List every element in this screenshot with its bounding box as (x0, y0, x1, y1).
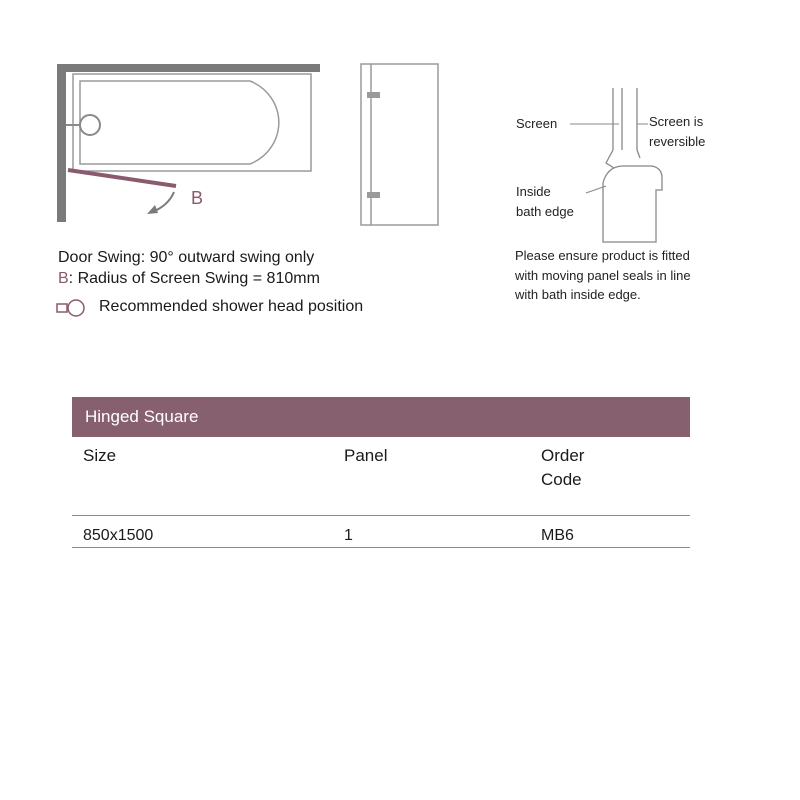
table-title: Hinged Square (72, 397, 690, 437)
shower-head-position (80, 115, 100, 135)
bath-basin (80, 81, 279, 164)
cell-size: 850x1500 (83, 527, 154, 544)
screen-panel (68, 170, 176, 186)
callout-screen: Screen (516, 116, 558, 131)
wall-left (57, 64, 66, 222)
section-bath-edge (603, 166, 662, 242)
cell-code: MB6 (541, 527, 574, 544)
hinge-bottom (367, 192, 380, 198)
radius-prefix: B (58, 270, 69, 287)
door-swing-text: Door Swing: 90° outward swing only (58, 249, 315, 266)
note-line: Please ensure product is fitted (515, 248, 690, 263)
screen-elevation-outline (361, 64, 438, 225)
radius-text: : Radius of Screen Swing = 810mm (68, 270, 320, 287)
cell-panel: 1 (344, 527, 353, 544)
hinge-top (367, 92, 380, 98)
header-order-line1: Order (541, 446, 585, 465)
header-divider (72, 515, 690, 516)
wall-top (57, 64, 320, 72)
header-order (541, 444, 584, 492)
installation-note (515, 246, 730, 305)
callout-inside-1: Inside (516, 184, 551, 199)
callout-inside-2: bath edge (516, 204, 574, 219)
swing-label: B (191, 188, 204, 208)
header-panel: Panel (344, 446, 388, 465)
header-size: Size (83, 446, 117, 465)
note-line: with moving panel seals in line (515, 267, 691, 283)
header-order-line2: Code (541, 470, 582, 489)
callout-reversible-2: reversible (649, 134, 706, 149)
note-line: with bath inside edge. (515, 287, 641, 302)
shower-head-legend-text: Recommended shower head position (99, 298, 364, 315)
section-seal (606, 150, 640, 168)
radius-line (58, 269, 320, 289)
callout-reversible-1: Screen is (649, 114, 704, 129)
swing-arrowhead (147, 205, 158, 214)
bath-outline (73, 74, 311, 171)
shower-head-legend-arm (57, 304, 67, 312)
shower-head-legend-icon (68, 300, 84, 316)
row-divider (72, 547, 690, 548)
